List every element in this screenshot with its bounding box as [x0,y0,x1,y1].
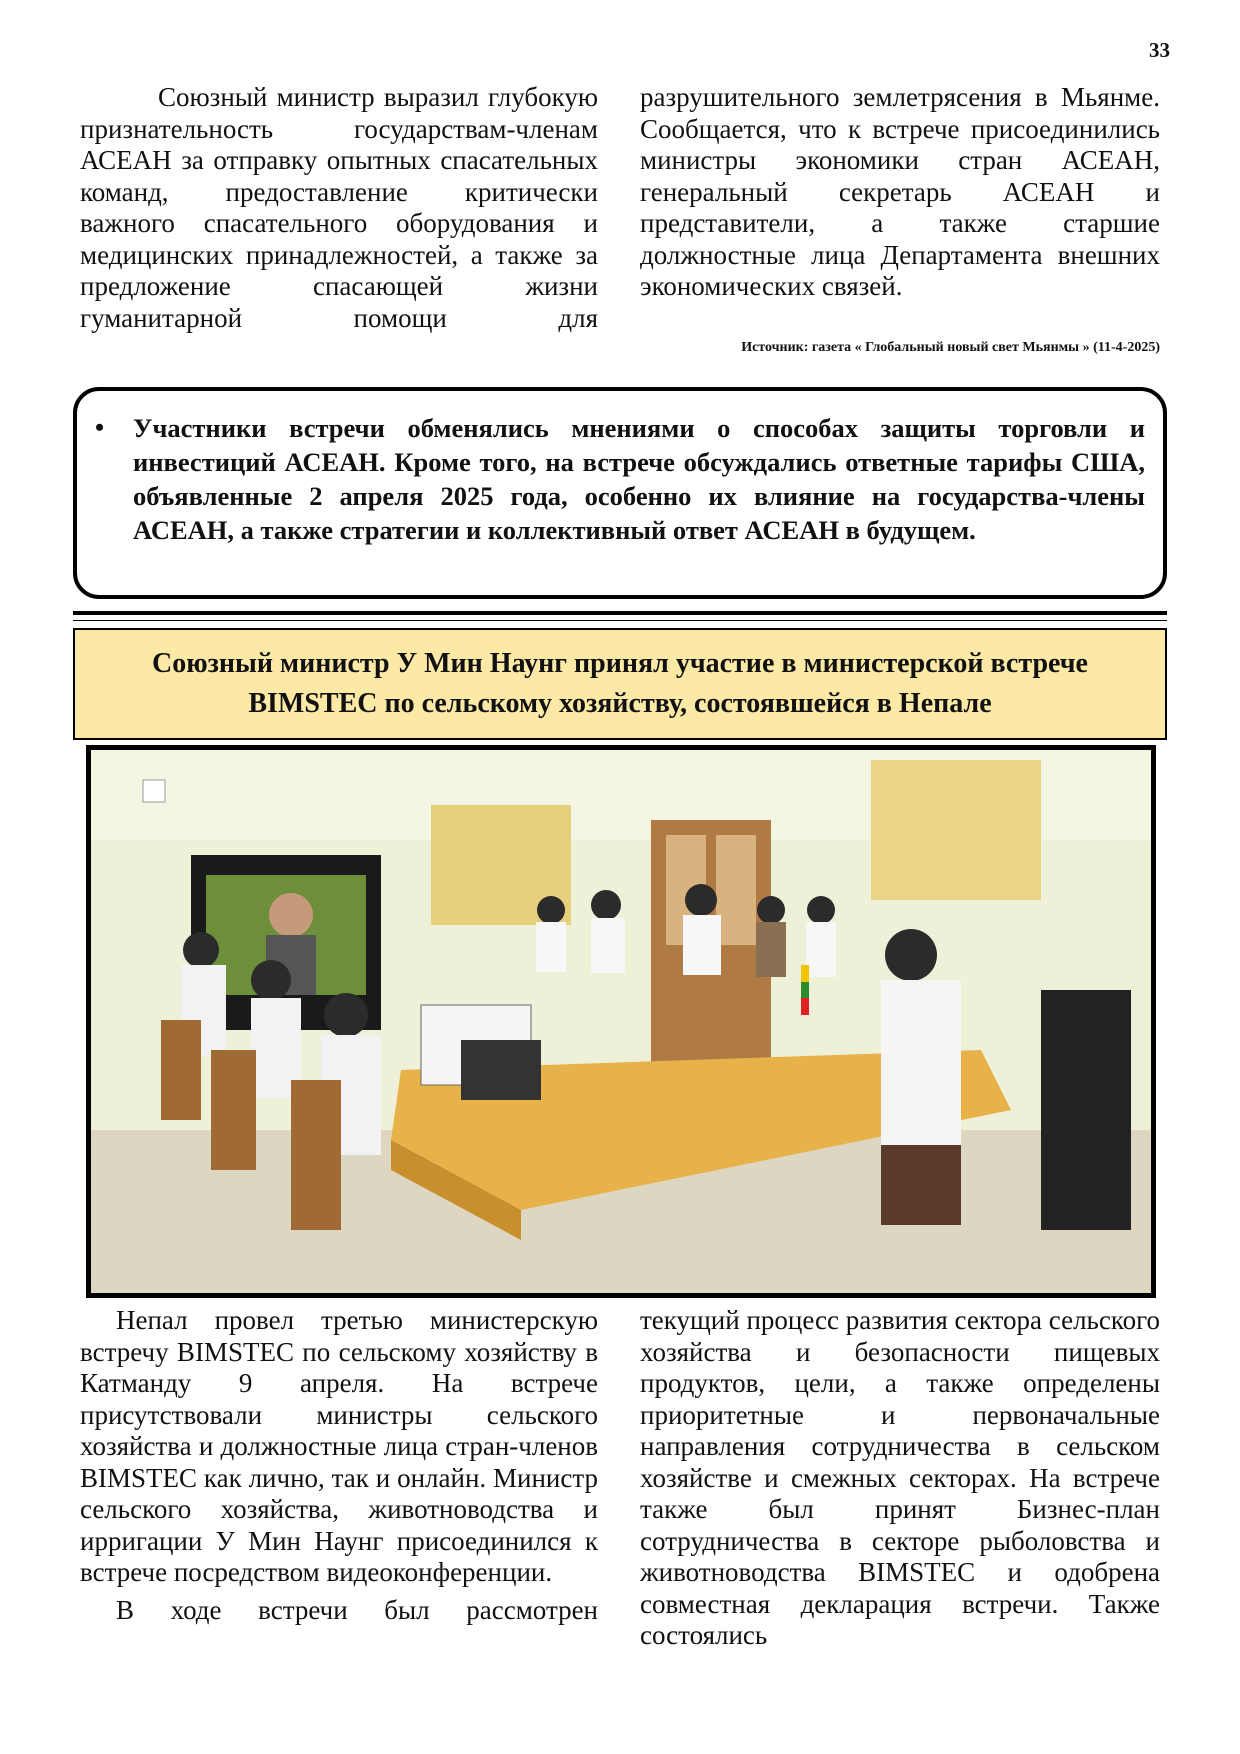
second-article-col1-paragraph-2: В ходе встречи был рассмотрен [116,1594,598,1625]
bullet-icon: • [95,413,105,442]
second-article-col2-paragraph: текущий процесс развития сектора сельского хозяйства и безопасности пищевых продуктов, цели, а также определены приоритетные и первоначальные направления сотрудничества в сельском хозяйстве и смежных секторах. На встрече также был принят Бизнес-план сотрудничества в секторе рыболовства и животноводства BIMSTEC и одобрена совместная декларация встречи. Также состоялись [640,1305,1160,1650]
bullet-list [95,411,1145,547]
section-divider-thin [73,620,1167,621]
meeting-photo-illustration [91,750,1151,1293]
meeting-photo [86,745,1156,1298]
bullet-text: Участники встречи обменялись мнениями о способах защиты торговли и инвестиций АСЕАН. Кроме того, на встрече обсуждались ответные тарифы США, объявленные 2 апреля 2025 года, особенно их влияние на государства-члены АСЕАН, а также стратегии и коллективный ответ АСЕАН в будущем. [133,413,1145,545]
second-article-column-2 [640,1305,1160,1652]
second-article-col1-paragraph-1: Непал провел третью министерскую встречу BIMSTEC по сельскому хозяйству в Катманду 9 апреля. На встрече присутствовали министры сельского хозяйства и должностные лица стран-членов BIMSTEC как лично, так и онлайн. Министр сельского хозяйства, животноводства и ирригации У Мин Наунг присоединился к встрече посредством видеоконференции. [80,1305,598,1587]
source-citation: Источник: газета « Глобальный новый свет Мьянмы » (11-4-2025) [741,340,1160,355]
top-article-column-2 [640,82,1160,303]
highlight-box [73,387,1167,599]
section-divider-thick [73,611,1167,615]
bullet-item [95,411,1145,547]
article-headline: Союзный министр У Мин Наунг принял участие в министерской встрече BIMSTEC по сельскому хозяйству, состоявшейся в Непале [73,628,1167,740]
top-article-col1-paragraph: Союзный министр выразил глубокую признательность государствам-членам АСЕАН за отправку опытных спасательных команд, предоставление критически важного спасательного оборудования и медицинских принадлежностей, а также за предложение спасающей жизни гуманитарной помощи для [80,82,598,333]
top-article-col2-paragraph: разрушительного землетрясения в Мьянме. Сообщается, что к встрече присоединились министры экономики стран АСЕАН, генеральный секретарь АСЕАН и представители, а также старшие должностные лица Департамента внешних экономических связей. [640,82,1160,301]
top-article-column-1 [80,82,598,334]
second-article-column-1 [80,1305,598,1626]
page-number: 33 [1149,38,1170,62]
